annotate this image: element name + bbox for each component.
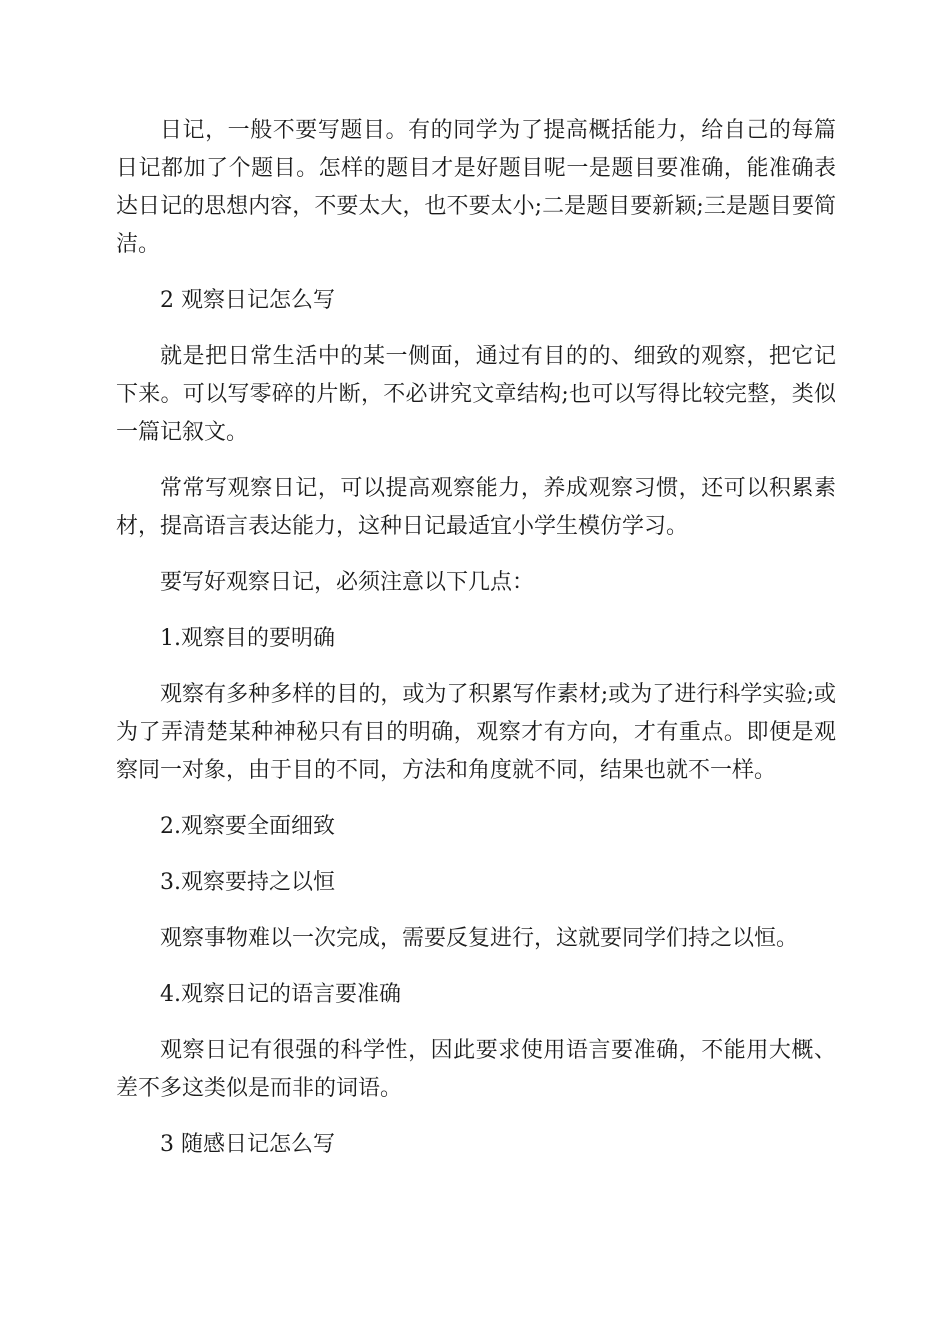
paragraph-point-4: 观察日记有很强的科学性，因此要求使用语言要准确，不能用大概、差不多这类似是而非的词语。 bbox=[116, 1038, 836, 1101]
point-heading-1: 1.观察目的要明确 bbox=[160, 626, 335, 651]
section-heading-reflection-diary: 3 随感日记怎么写 bbox=[160, 1132, 335, 1157]
paragraph-title-advice: 日记，一般不要写题目。有的同学为了提高概括能力，给自己的每篇日记都加了个题目。怎样的题目才是好题目呢一是题目要准确，能准确表达日记的思想内容，不要太大，也不要太小;二是题目要新颖;三是题目要简洁。 bbox=[116, 118, 836, 257]
point-heading-3: 3.观察要持之以恒 bbox=[160, 870, 335, 895]
point-heading-2: 2.观察要全面细致 bbox=[160, 814, 335, 839]
paragraph-observation-benefits: 常常写观察日记，可以提高观察能力，养成观察习惯，还可以积累素材，提高语言表达能力，这种日记最适宜小学生模仿学习。 bbox=[116, 476, 836, 539]
paragraph-point-1: 观察有多种多样的目的，或为了积累写作素材;或为了进行科学实验;或为了弄清楚某种神秘只有目的明确，观察才有方向，才有重点。即便是观察同一对象，由于目的不同，方法和角度就不同，结果也就不一样。 bbox=[116, 682, 836, 783]
document-body bbox=[116, 112, 836, 1182]
point-heading-4: 4.观察日记的语言要准确 bbox=[160, 982, 401, 1007]
section-heading-observation-diary: 2 观察日记怎么写 bbox=[160, 288, 335, 313]
paragraph-point-3: 观察事物难以一次完成，需要反复进行，这就要同学们持之以恒。 bbox=[160, 926, 799, 951]
paragraph-observation-definition: 就是把日常生活中的某一侧面，通过有目的的、细致的观察，把它记下来。可以写零碎的片断，不必讲究文章结构;也可以写得比较完整，类似一篇记叙文。 bbox=[116, 344, 836, 445]
paragraph-points-intro: 要写好观察日记，必须注意以下几点： bbox=[160, 570, 535, 595]
